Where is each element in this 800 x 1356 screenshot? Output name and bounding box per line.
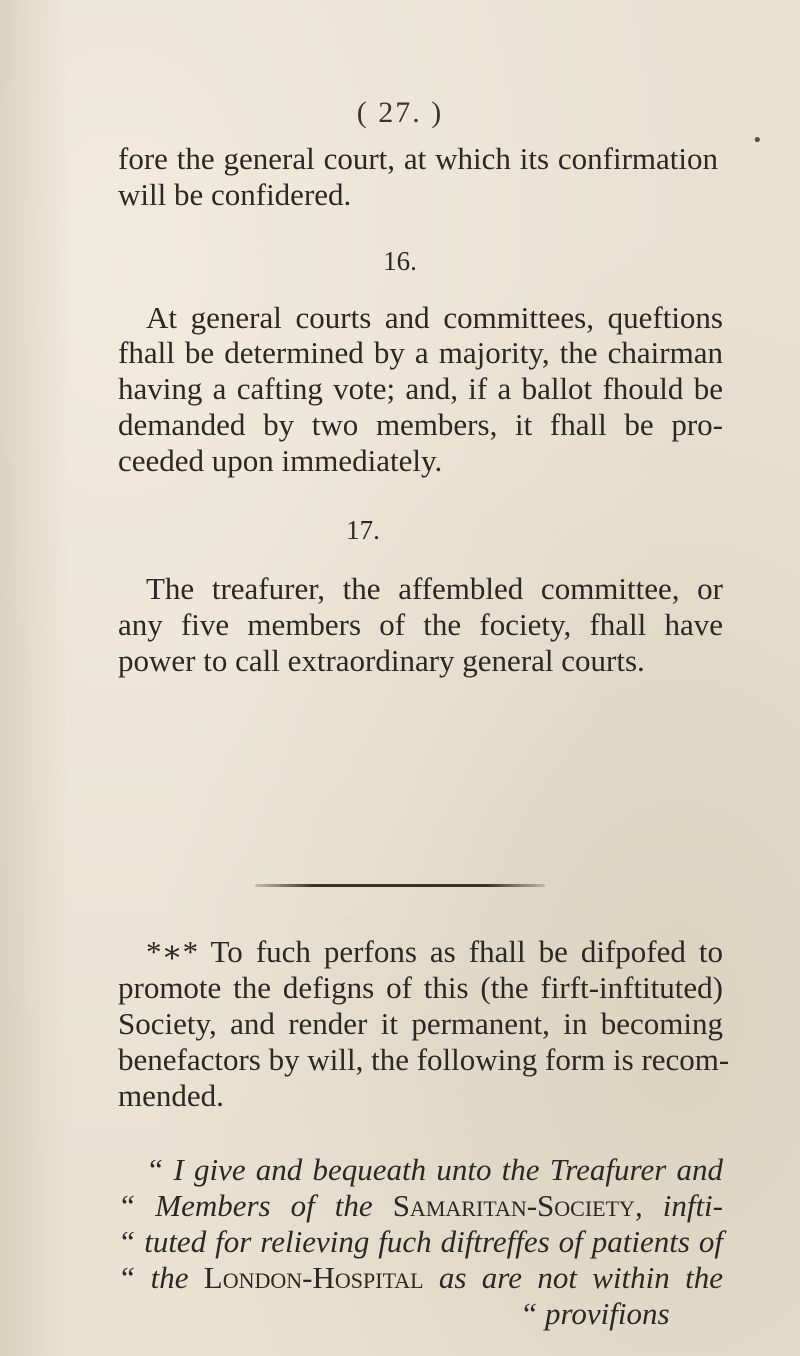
section-16-line-3: having a cafting vote; and, if a ballot fhould be xyxy=(118,371,723,406)
society-name: Samaritan-Society xyxy=(392,1188,635,1223)
page-edge-shading xyxy=(0,0,70,1356)
section-16-line-4: demanded by two members, it fhall be pro- xyxy=(118,407,723,442)
bequest-line-2-end: , infti- xyxy=(634,1188,723,1223)
bequest-line-2 xyxy=(118,1188,723,1224)
notice-line-2: promote the defigns of this (the firft-inftituted) xyxy=(118,970,723,1005)
section-17-line-2: any five members of the fociety, fhall have xyxy=(118,607,723,642)
section-16-line-1: At general courts and committees, queftions xyxy=(146,300,723,335)
horizontal-rule xyxy=(255,884,545,887)
page-number: ( 27. ) xyxy=(356,96,444,129)
section-number-17: 17. xyxy=(346,515,380,545)
bequest-line-4-end: as are not within the xyxy=(423,1260,723,1295)
notice-line-4: benefactors by will, the following form is recom- xyxy=(118,1042,730,1077)
section-17-line-1: The treafurer, the affembled committee, or xyxy=(146,571,723,606)
notice-line-3: Society, and render it permanent, in becoming xyxy=(118,1006,723,1041)
bequest-line-4-start: “ the xyxy=(118,1260,204,1295)
section-16-line-5: ceeded upon immediately. xyxy=(118,443,443,478)
hospital-name: London-Hospital xyxy=(203,1260,424,1295)
bequest-line-1: “ I give and bequeath unto the Treafurer and xyxy=(146,1152,723,1187)
section-number-16: 16. xyxy=(383,246,417,276)
ink-mark: • xyxy=(752,130,763,151)
catchword: “ provifions xyxy=(520,1296,670,1331)
section-16-line-2: fhall be determined by a majority, the chairman xyxy=(118,335,723,370)
continuation-line-1: fore the general court, at which its confirmation xyxy=(118,141,718,176)
bequest-line-3: “ tuted for relieving fuch diftreffes of patients of xyxy=(118,1224,723,1259)
bequest-line-2-start: “ Members of the xyxy=(118,1188,393,1223)
section-17-line-3: power to call extraordinary general courts. xyxy=(118,643,645,678)
notice-line-1: *∗* To fuch perfons as fhall be difpofed to xyxy=(146,934,723,969)
bequest-line-4 xyxy=(118,1260,723,1296)
notice-line-5: mended. xyxy=(118,1078,224,1113)
continuation-line-2: will be confidered. xyxy=(118,177,352,212)
